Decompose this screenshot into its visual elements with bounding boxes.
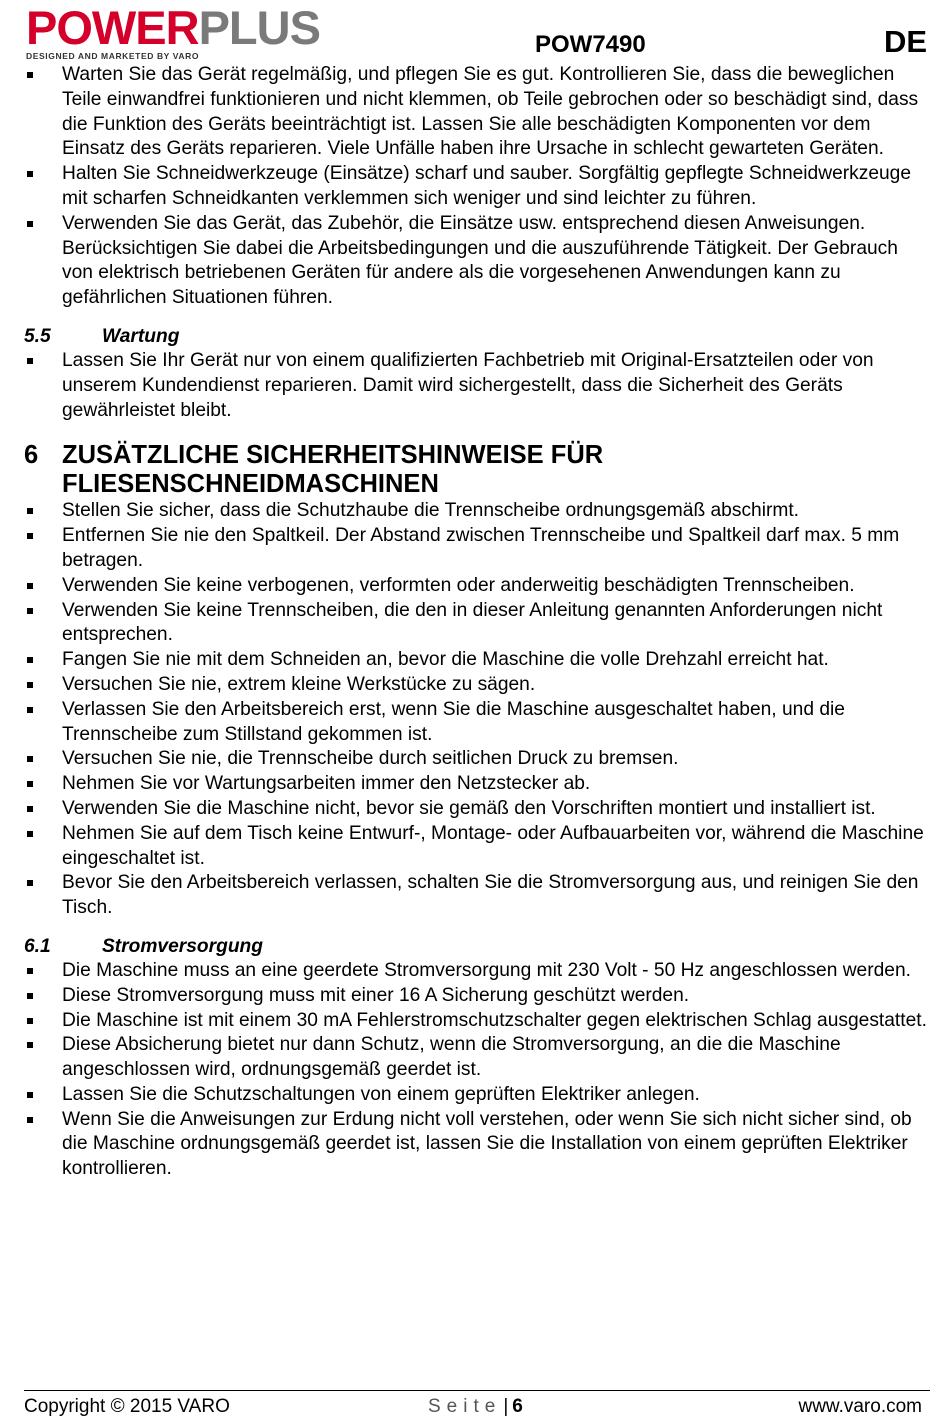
- section-5-5-bullet-list: [24, 349, 928, 423]
- page-indicator: [428, 1394, 523, 1420]
- powerplus-logo: [26, 1, 398, 61]
- section-number: 5.5: [24, 325, 51, 347]
- list-item: Warten Sie das Gerät regelmäßig, und pflegen Sie es gut. Kontrollieren Sie, dass die beweglichen Teile einwandfrei funktionieren und nicht klemmen, ob Teile gebrochen oder so beschädigt sind, dass die Funktion des Geräts beeinträchtigt ist. Lassen Sie alle beschädigten Komponenten vor dem Einsatz des Geräts reparieren. Viele Unfälle haben ihre Ursache in schlecht gewarteten Geräten.: [24, 63, 928, 162]
- logo-power: POWER: [26, 1, 199, 54]
- list-item: Verwenden Sie keine verbogenen, verformten oder anderweitig beschädigten Trennscheiben.: [24, 574, 928, 599]
- list-item: Verwenden Sie die Maschine nicht, bevor sie gemäß den Vorschriften montiert und installiert ist.: [24, 797, 928, 822]
- section-title: Stromversorgung: [102, 935, 263, 957]
- list-item: Nehmen Sie vor Wartungsarbeiten immer den Netzstecker ab.: [24, 772, 928, 797]
- list-item: Wenn Sie die Anweisungen zur Erdung nicht voll verstehen, oder wenn Sie sich nicht sicher sind, ob die Maschine ordnungsgemäß geerdet ist, lassen Sie die Installation von einem geprüften Elektriker kontrollieren.: [24, 1108, 928, 1182]
- list-item: Verwenden Sie keine Trennscheiben, die den in dieser Anleitung genannten Anforderungen nicht entsprechen.: [24, 599, 928, 649]
- list-item: Entfernen Sie nie den Spaltkeil. Der Abstand zwischen Trennscheibe und Spaltkeil darf max. 5 mm betragen.: [24, 524, 928, 574]
- intro-bullet-list: [24, 63, 928, 311]
- logo-plus: PLUS: [198, 1, 320, 54]
- list-item: Verlassen Sie den Arbeitsbereich erst, wenn Sie die Maschine ausgeschaltet haben, und die Trennscheibe zum Stillstand gekommen ist.: [24, 698, 928, 748]
- section-title: Wartung: [102, 325, 180, 347]
- list-item: Versuchen Sie nie, die Trennscheibe durch seitlichen Druck zu bremsen.: [24, 747, 928, 772]
- list-item: Diese Stromversorgung muss mit einer 16 A Sicherung geschützt werden.: [24, 984, 928, 1009]
- section-6-1-bullet-list: [24, 959, 928, 1182]
- website-url: www.varo.com: [798, 1396, 922, 1417]
- list-item: Lassen Sie Ihr Gerät nur von einem qualifizierten Fachbetrieb mit Original-Ersatzteilen oder von unserem Kundendienst reparieren. Damit wird sichergestellt, dass die Sicherheit des Geräts gewährleistet bleibt.: [24, 349, 928, 423]
- list-item: Halten Sie Schneidwerkzeuge (Einsätze) scharf und sauber. Sorgfältig gepflegte Schneidwerkzeuge mit scharfen Schneidkanten verklemmen sich weniger und sind leichter zu führen.: [24, 162, 928, 212]
- list-item: Bevor Sie den Arbeitsbereich verlassen, schalten Sie die Stromversorgung aus, und reinigen Sie den Tisch.: [24, 871, 928, 921]
- logo-wordmark: [26, 1, 398, 54]
- section-heading-6-1: [24, 935, 928, 959]
- page-separator: |: [503, 1396, 509, 1417]
- list-item: Stellen Sie sicher, dass die Schutzhaube die Trennscheibe ordnungsgemäß abschirmt.: [24, 499, 928, 524]
- list-item: Versuchen Sie nie, extrem kleine Werkstücke zu sägen.: [24, 673, 928, 698]
- section-heading-5-5: [24, 325, 928, 349]
- list-item: Diese Absicherung bietet nur dann Schutz, wenn die Stromversorgung, an die die Maschine angeschlossen wird, ordnungsgemäß geerdet ist.: [24, 1033, 928, 1083]
- list-item: Fangen Sie nie mit dem Schneiden an, bevor die Maschine die volle Drehzahl erreicht hat.: [24, 648, 928, 673]
- list-item: Die Maschine ist mit einem 30 mA Fehlerstromschutzschalter gegen elektrischen Schlag ausgestattet.: [24, 1009, 928, 1034]
- list-item: Verwenden Sie das Gerät, das Zubehör, die Einsätze usw. entsprechend diesen Anweisungen. Berücksichtigen Sie dabei die Arbeitsbedingungen und die auszuführende Tätigkeit. Der Gebrauch von elektrisch betriebenen Geräten für andere als die vorgesehenen Anwendungen kann zu gefährlichen Situationen führen.: [24, 212, 928, 311]
- list-item: Nehmen Sie auf dem Tisch keine Entwurf-, Montage- oder Aufbauarbeiten vor, während die Maschine eingeschaltet ist.: [24, 822, 928, 872]
- copyright-text: Copyright © 2015 VARO: [24, 1396, 230, 1417]
- section-number: 6.1: [24, 935, 51, 957]
- model-number: POW7490: [535, 31, 646, 58]
- seite-label: Seite: [428, 1396, 502, 1417]
- section-title: ZUSÄTZLICHE SICHERHEITSHINWEISE FÜR FLIESENSCHNEIDMASCHINEN: [62, 441, 604, 499]
- language-code: DE: [884, 24, 928, 59]
- section-6-bullet-list: [24, 499, 928, 921]
- page-number: 6: [512, 1396, 523, 1417]
- section-heading-6: [24, 441, 928, 499]
- logo-tagline: DESIGNED AND MARKETED BY VARO: [26, 51, 200, 61]
- section-number: 6: [24, 441, 39, 470]
- footer-divider: [24, 1390, 930, 1391]
- list-item: Die Maschine muss an eine geerdete Stromversorgung mit 230 Volt - 50 Hz angeschlossen werden.: [24, 959, 928, 984]
- list-item: Lassen Sie die Schutzschaltungen von einem geprüften Elektriker anlegen.: [24, 1083, 928, 1108]
- page-content: [24, 63, 928, 1182]
